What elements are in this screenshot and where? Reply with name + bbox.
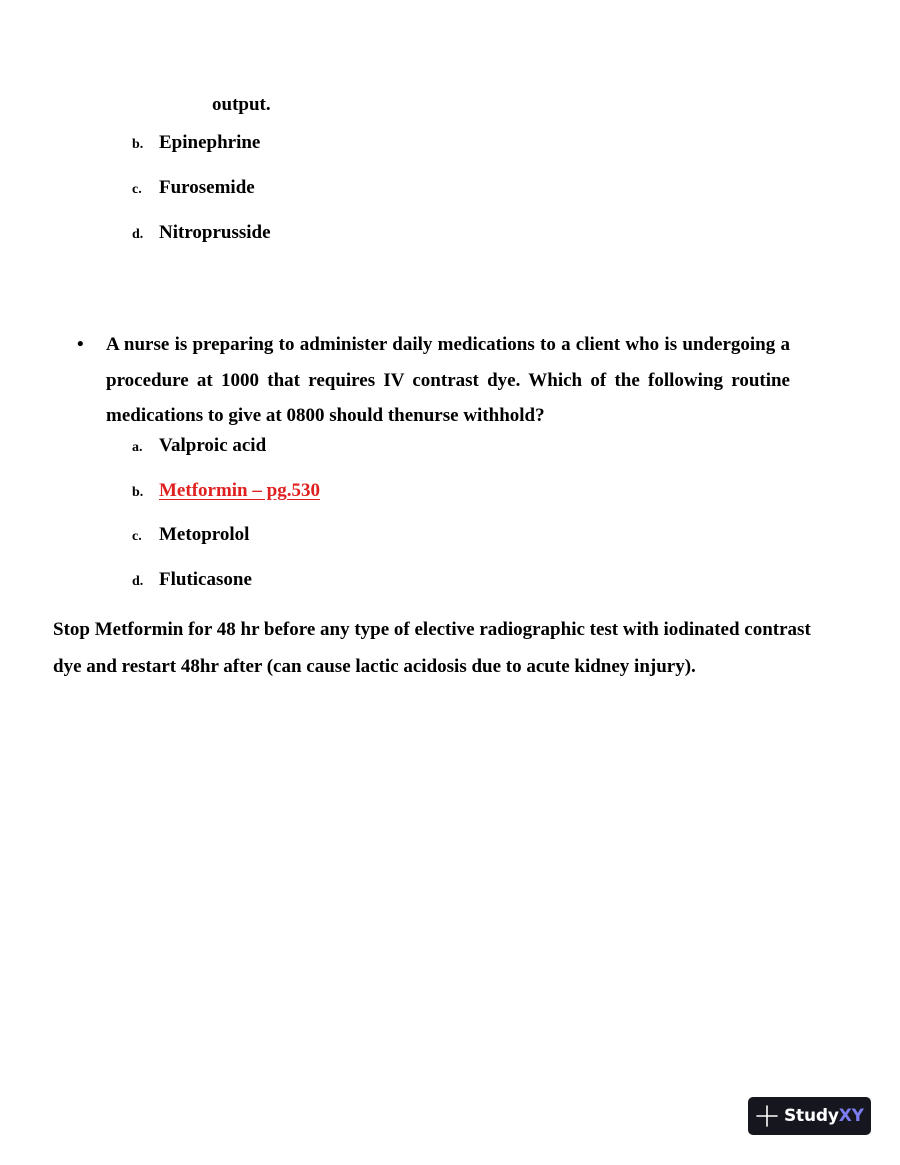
question-bullet: • [77,334,84,355]
previous-question-continuation: output. [212,94,271,115]
option-letter: a. [132,440,143,455]
option-letter: b. [132,137,144,152]
option-c [132,524,249,546]
option-letter: d. [132,227,144,242]
option-letter: c. [132,182,142,197]
option-letter: b. [132,485,144,500]
studyxy-watermark-badge[interactable] [748,1097,871,1135]
question-text: A nurse is preparing to administer daily medications to a client who is undergoing a procedure at 1000 that requires IV contrast dye. Which of the following routine medications to give at 0800 should thenurse withhold? [106,334,790,426]
plus-sparkle-icon [756,1105,778,1127]
option-text: Epinephrine [159,132,261,153]
previous-option-b [132,132,260,154]
option-a [132,435,266,457]
previous-option-c [132,177,255,199]
previous-option-d [132,222,271,244]
correct-answer-text: Metformin – pg.530 [159,480,320,501]
option-text: Metoprolol [159,524,250,545]
option-text: Furosemide [159,177,255,198]
brand-name [784,1106,864,1126]
brand-name-study: Study [784,1106,839,1126]
answer-explanation: Stop Metformin for 48 hr before any type of elective radiographic test with iodinated contrast dye and restart 48hr after (can cause lactic acidosis due to acute kidney injury). [53,619,811,677]
option-b-correct-answer [132,480,320,502]
option-letter: d. [132,574,144,589]
option-text: Fluticasone [159,569,252,590]
option-d [132,569,252,591]
option-letter: c. [132,529,142,544]
option-text: Nitroprusside [159,222,271,243]
brand-name-xy: XY [838,1106,864,1126]
option-text: Valproic acid [159,435,267,456]
